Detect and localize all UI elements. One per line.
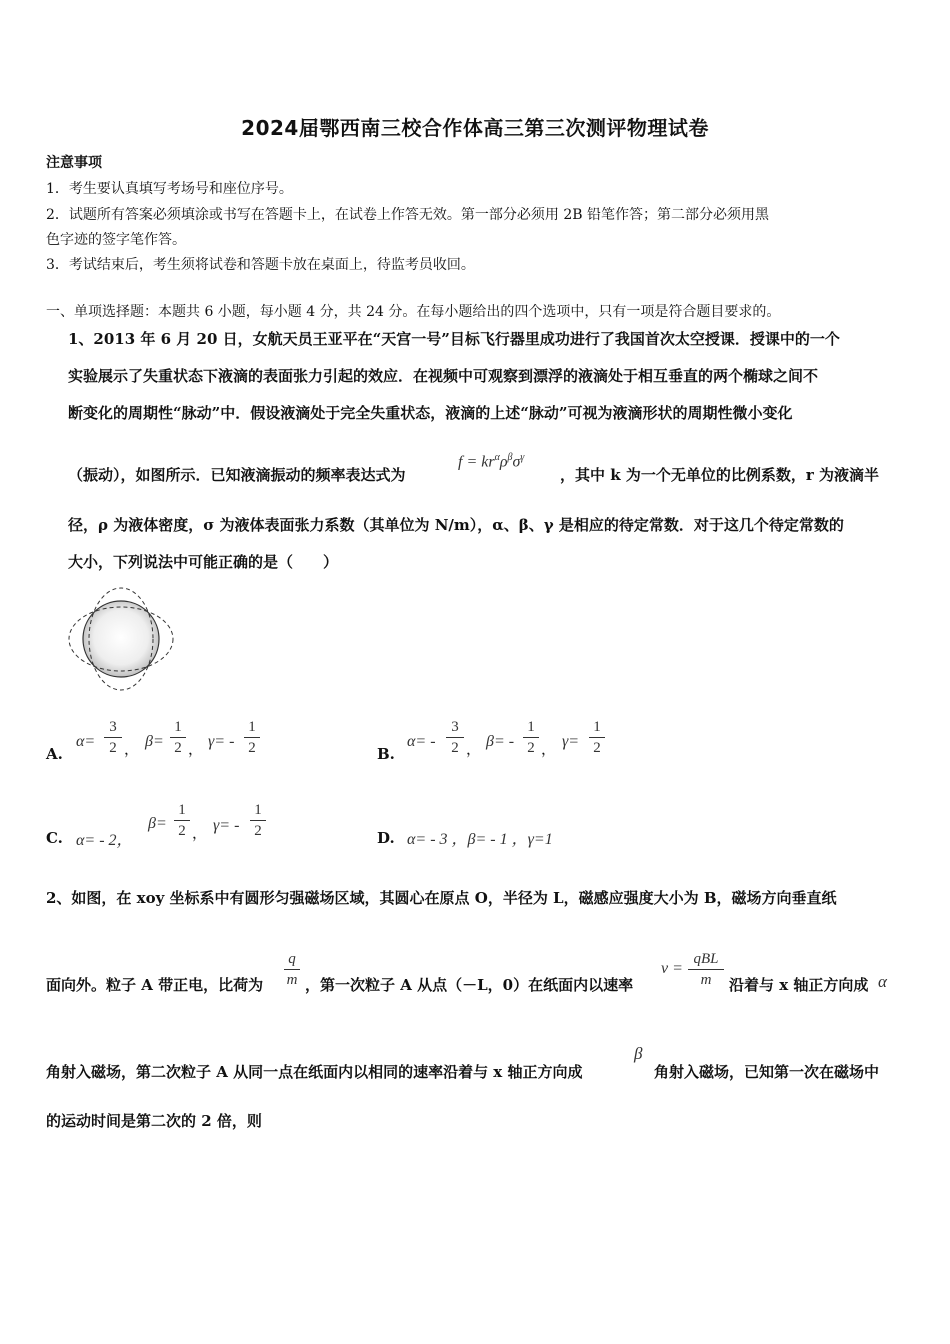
droplet-circle	[83, 601, 159, 677]
option-b-gamma-frac: 1 2	[589, 718, 605, 757]
option-d-text: α= - 3 ，β= - 1 ，γ=1	[407, 831, 553, 848]
option-a-alpha: α=	[76, 733, 96, 750]
q1-line-6: 大小，下列说法中可能正确的是（ ）	[68, 553, 339, 571]
option-d-label[interactable]: D.	[377, 829, 395, 847]
q2-line-4: 的运动时间是第二次的 2 倍，则	[46, 1112, 262, 1130]
comma: ，	[124, 740, 140, 758]
q2-line-1: 2、如图，在 xoy 坐标系中有圆形匀强磁场区域，其圆心在原点 O，半径为 L，磁感应强度大小为 B，磁场方向垂直纸	[46, 889, 837, 907]
droplet-figure	[64, 585, 178, 693]
option-a-alpha-frac: 3 2	[104, 718, 122, 757]
notice-heading: 注意事项	[46, 155, 102, 171]
option-b-alpha: α= -	[407, 733, 436, 750]
option-a-gamma: γ= -	[208, 733, 235, 750]
angle-beta: β	[634, 1044, 643, 1063]
q1-line-2: 实验展示了失重状态下液滴的表面张力引起的效应．在视频中可观察到漂浮的液滴处于相互垂直的两个椭球之间不	[68, 367, 819, 385]
notice-item-1: 1．考生要认真填写考场号和座位序号。	[46, 181, 293, 197]
angle-alpha: α	[878, 972, 887, 991]
comma: ，	[192, 824, 208, 842]
q2-line-3b: 角射入磁场，已知第一次在磁场中	[654, 1063, 880, 1081]
q2-line-2c: 沿着与 x 轴正方向成	[729, 976, 869, 994]
velocity-eq: v =	[661, 960, 683, 977]
option-a-label[interactable]: A.	[46, 745, 63, 763]
option-c-beta: β=	[148, 815, 167, 832]
q2-line-2b: ，第一次粒子 A 从点（－L，0）在纸面内以速率	[305, 976, 634, 994]
option-a-gamma-frac: 1 2	[244, 718, 260, 757]
charge-mass-ratio: q m	[284, 950, 300, 989]
option-c-label[interactable]: C.	[46, 829, 63, 847]
option-b-gamma: γ=	[562, 733, 580, 750]
option-b-beta-frac: 1 2	[523, 718, 539, 757]
q1-line-4-post: ，其中 k 为一个无单位的比例系数，r 为液滴半	[560, 466, 879, 484]
option-c-beta-frac: 1 2	[174, 801, 190, 840]
page-title: 2024届鄂西南三校合作体高三第三次测评物理试卷	[241, 116, 709, 140]
option-c-gamma-frac: 1 2	[250, 801, 266, 840]
option-b-alpha-frac: 3 2	[446, 718, 464, 757]
comma: ，	[466, 740, 482, 758]
q1-line-4-pre: （振动），如图所示．已知液滴振动的频率表达式为	[68, 466, 406, 484]
q1-line-5: 径，ρ 为液体密度，σ 为液体表面张力系数（其单位为 N/m），α、β、γ 是相应的待定常数．对于这几个待定常数的	[68, 516, 844, 534]
option-c-alpha: α= - 2，	[76, 832, 133, 849]
section-heading: 一、单项选择题：本题共 6 小题，每小题 4 分，共 24 分。在每小题给出的四个选项中，只有一项是符合题目要求的。	[46, 304, 781, 320]
comma: ，	[188, 740, 204, 758]
notice-item-2: 2．试题所有答案必须填涂或书写在答题卡上，在试卷上作答无效。第一部分必须用 2B 铅笔作答；第二部分必须用黑	[46, 207, 769, 223]
q2-line-2a: 面向外。粒子 A 带正电，比荷为	[46, 976, 264, 994]
notice-item-2-cont: 色字迹的签字笔作答。	[46, 232, 186, 248]
velocity-frac: qBL m	[688, 950, 724, 989]
frequency-formula: $f = kr^\alpha\rho^\beta\sigma^\gamma$	[458, 452, 525, 471]
q1-line-3: 断变化的周期性“脉动”中．假设液滴处于完全失重状态，液滴的上述“脉动”可视为液滴形状的周期性微小变化	[68, 404, 793, 422]
option-c-gamma: γ= -	[213, 817, 240, 834]
notice-item-3: 3．考试结束后，考生须将试卷和答题卡放在桌面上，待监考员收回。	[46, 257, 475, 273]
option-b-label[interactable]: B.	[377, 745, 395, 763]
option-a-beta: β=	[145, 733, 164, 750]
q1-line-1: 1、2013 年 6 月 20 日，女航天员王亚平在“天宫一号”目标飞行器里成功进行了我国首次太空授课．授课中的一个	[68, 330, 840, 348]
option-a-beta-frac: 1 2	[170, 718, 186, 757]
comma: ，	[541, 740, 557, 758]
q2-line-3a: 角射入磁场，第二次粒子 A 从同一点在纸面内以相同的速率沿着与 x 轴正方向成	[46, 1063, 583, 1081]
option-b-beta: β= -	[486, 733, 515, 750]
